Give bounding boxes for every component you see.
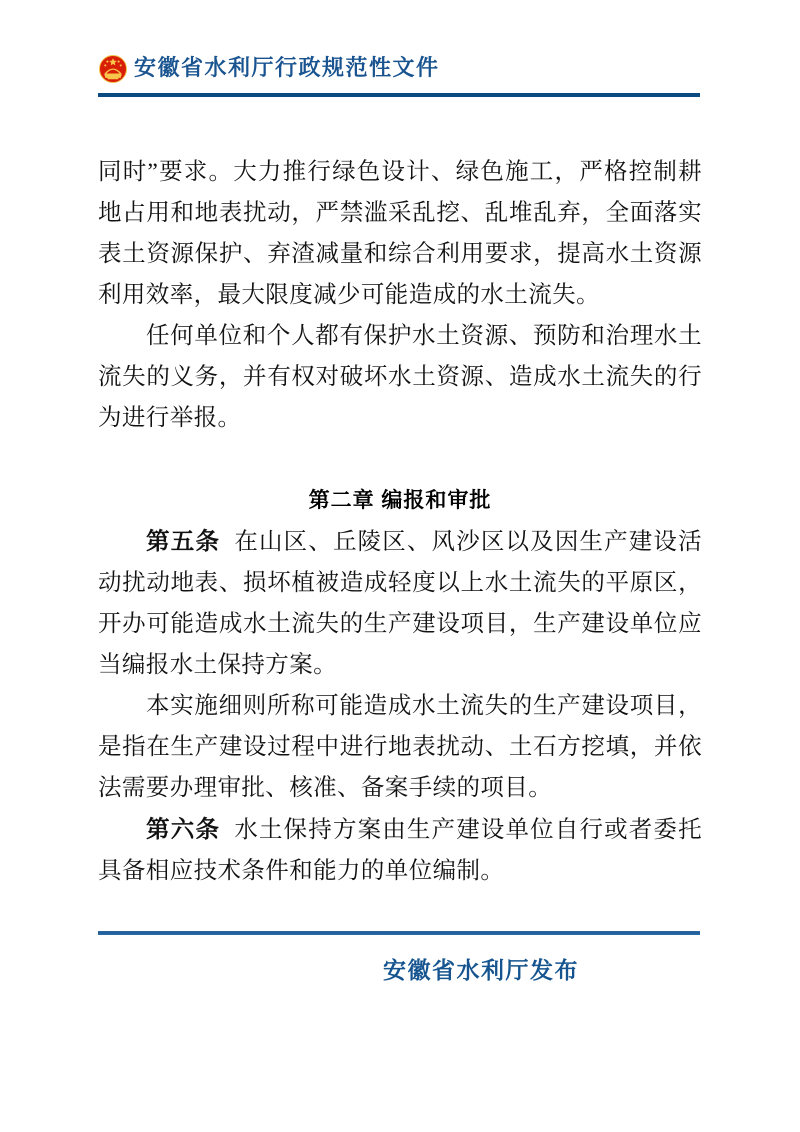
document-header <box>98 46 700 102</box>
footer-divider <box>98 931 700 935</box>
article-five-text: 在山区、丘陵区、风沙区以及因生产建设活动扰动地表、损坏植被造成轻度以上水土流失的平原区，开办可能造成水土流失的生产建设项目，生产建设单位应当编报水土保持方案。 <box>98 529 702 678</box>
article-six <box>98 809 702 892</box>
article-six-text: 水土保持方案由生产建设单位自行或者委托具备相应技术条件和能力的单位编制。 <box>98 817 702 884</box>
footer-issuer-label: 安徽省水利厅发布 <box>383 957 579 983</box>
article-six-label: 第六条 <box>146 816 221 842</box>
chapter-heading: 第二章 编报和审批 <box>308 489 492 512</box>
paragraph-duty-to-protect: 任何单位和个人都有保护水土资源、预防和治理水土流失的义务，并有权对破坏水土资源、造成水土流失的行为进行举报。 <box>98 323 702 431</box>
paragraph-definition: 本实施细则所称可能造成水土流失的生产建设项目，是指在生产建设过程中进行地表扰动、土石方挖填，并依法需要办理审批、核准、备案手续的项目。 <box>98 693 702 801</box>
paragraph-continued-green-construction: 同时”要求。大力推行绿色设计、绿色施工，严格控制耕地占用和地表扰动，严禁滥采乱挖、乱堆乱弃，全面落实表土资源保护、弃渣减量和综合利用要求，提高水土资源利用效率，最大限度减少可能造成的水土流失。 <box>98 159 702 308</box>
article-five-label: 第五条 <box>146 528 221 554</box>
article-five-spacer <box>220 529 234 555</box>
spacer-before-chapter <box>98 439 702 480</box>
header-divider <box>98 93 700 97</box>
header-row <box>98 46 700 90</box>
header-title: 安徽省水利厅行政规范性文件 <box>134 55 440 80</box>
national-emblem-icon <box>98 54 128 84</box>
footer-issuer <box>98 952 700 985</box>
document-body <box>98 152 702 892</box>
article-six-spacer <box>220 817 234 843</box>
article-five <box>98 521 702 686</box>
